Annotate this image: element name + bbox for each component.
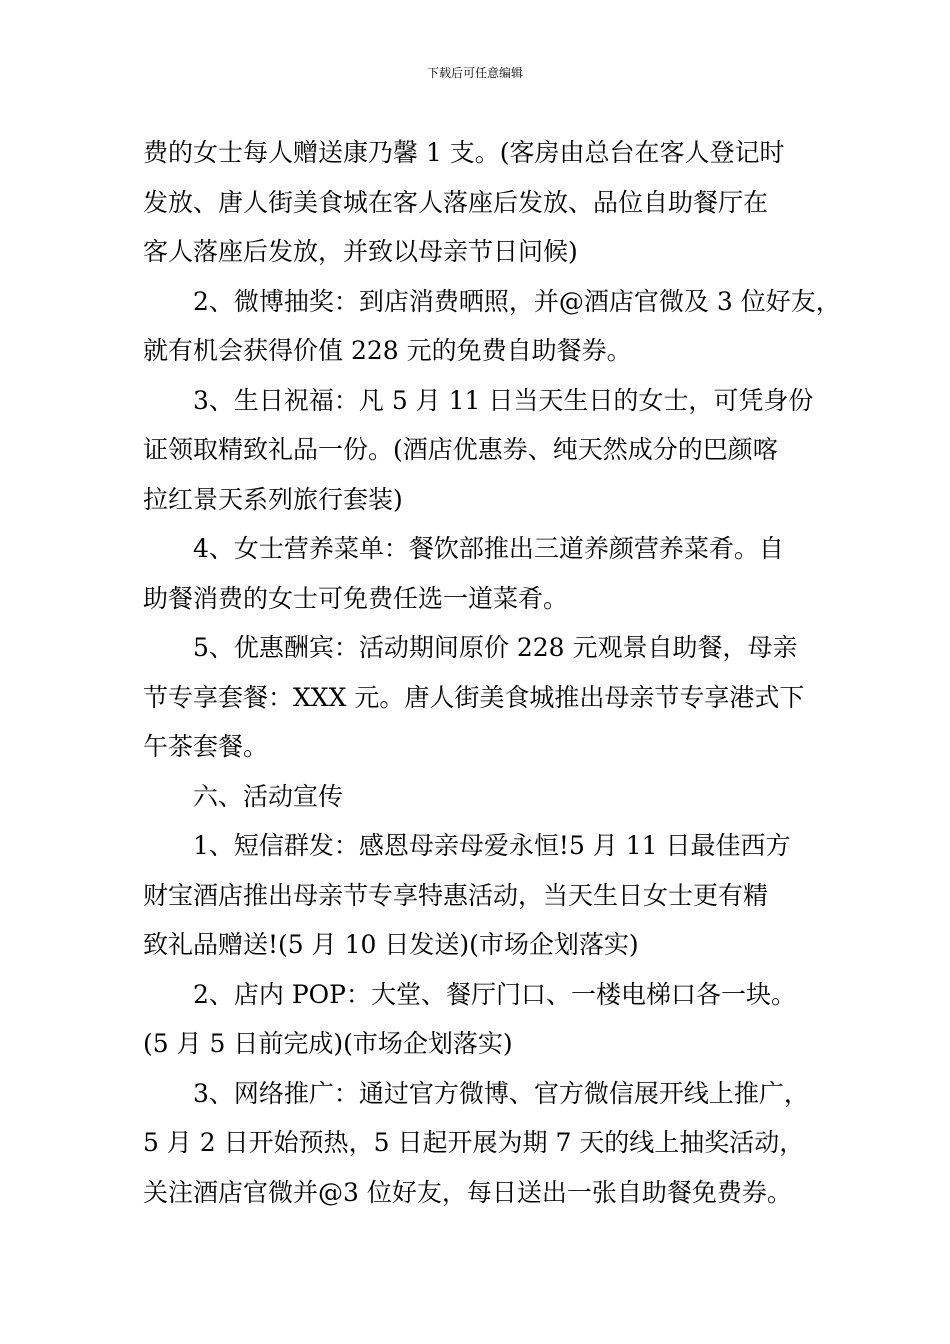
text-line: (5 月 5 日前完成)(市场企划落实) [143, 1029, 513, 1058]
text-line: 关注酒店官微并@3 位好友，每日送出一张自助餐免费券。 [143, 1177, 792, 1207]
text-line: 拉红景天系列旅行套装) [143, 484, 403, 514]
text-line: 5 月 2 日开始预热，5 日起开展为期 7 天的线上抽奖活动， [143, 1128, 805, 1157]
text-line: 1、短信群发：感恩母亲母爱永恒!5 月 11 日最佳西方 [193, 831, 791, 860]
page-header: 下载后可任意编辑 [426, 66, 523, 80]
paragraph-birthday-blessing [143, 376, 813, 525]
paragraph-online-promotion [143, 1069, 813, 1218]
text-line: 2、店内 POP：大堂、餐厅门口、一楼电梯口各一块。 [193, 979, 796, 1009]
text-line: 费的女士每人赠送康乃馨 1 支。(客房由总台在客人登记时 [143, 138, 785, 167]
text-line: 客人落座后发放，并致以母亲节日问候) [143, 237, 578, 266]
text-line: 4、女士营养菜单：餐饮部推出三道养颜营养菜肴。自 [193, 534, 784, 563]
text-line: 就有机会获得价值 228 元的免费自助餐券。 [143, 336, 632, 365]
text-line: 节专享套餐：XXX 元。唐人街美食城推出母亲节专享港式下 [143, 682, 805, 712]
paragraph-in-store-pop [143, 970, 813, 1069]
text-line: 发放、唐人街美食城在客人落座后发放、品位自助餐厅在 [143, 187, 769, 217]
text-line: 证领取精致礼品一份。(酒店优惠券、纯天然成分的巴颜喀 [143, 435, 778, 464]
section-heading-promotion [143, 772, 813, 822]
text-line: 致礼品赠送!(5 月 10 日发送)(市场企划落实) [143, 930, 639, 959]
paragraph-discount-offer [143, 623, 813, 772]
text-line: 财宝酒店推出母亲节专享特惠活动，当天生日女士更有精 [143, 880, 769, 910]
paragraph-gift-distribution [143, 128, 813, 277]
text-line: 助餐消费的女士可免费任选一道菜肴。 [143, 583, 569, 613]
text-line: 2、微博抽奖：到店消费晒照，并@酒店官微及 3 位好友， [193, 286, 841, 316]
text-line: 3、生日祝福：凡 5 月 11 日当天生日的女士，可凭身份 [193, 385, 814, 415]
paragraph-nutrition-menu [143, 524, 813, 623]
text-line: 午茶套餐。 [143, 732, 269, 761]
text-line: 5、优惠酬宾：活动期间原价 228 元观景自助餐，母亲 [193, 633, 798, 662]
text-line: 3、网络推广：通过官方微博、官方微信展开线上推广， [193, 1078, 809, 1108]
paragraph-weibo-lottery [143, 277, 841, 376]
document-body [143, 128, 841, 1217]
text-line: 六、活动宣传 [193, 781, 344, 811]
paragraph-sms-broadcast [143, 821, 813, 970]
